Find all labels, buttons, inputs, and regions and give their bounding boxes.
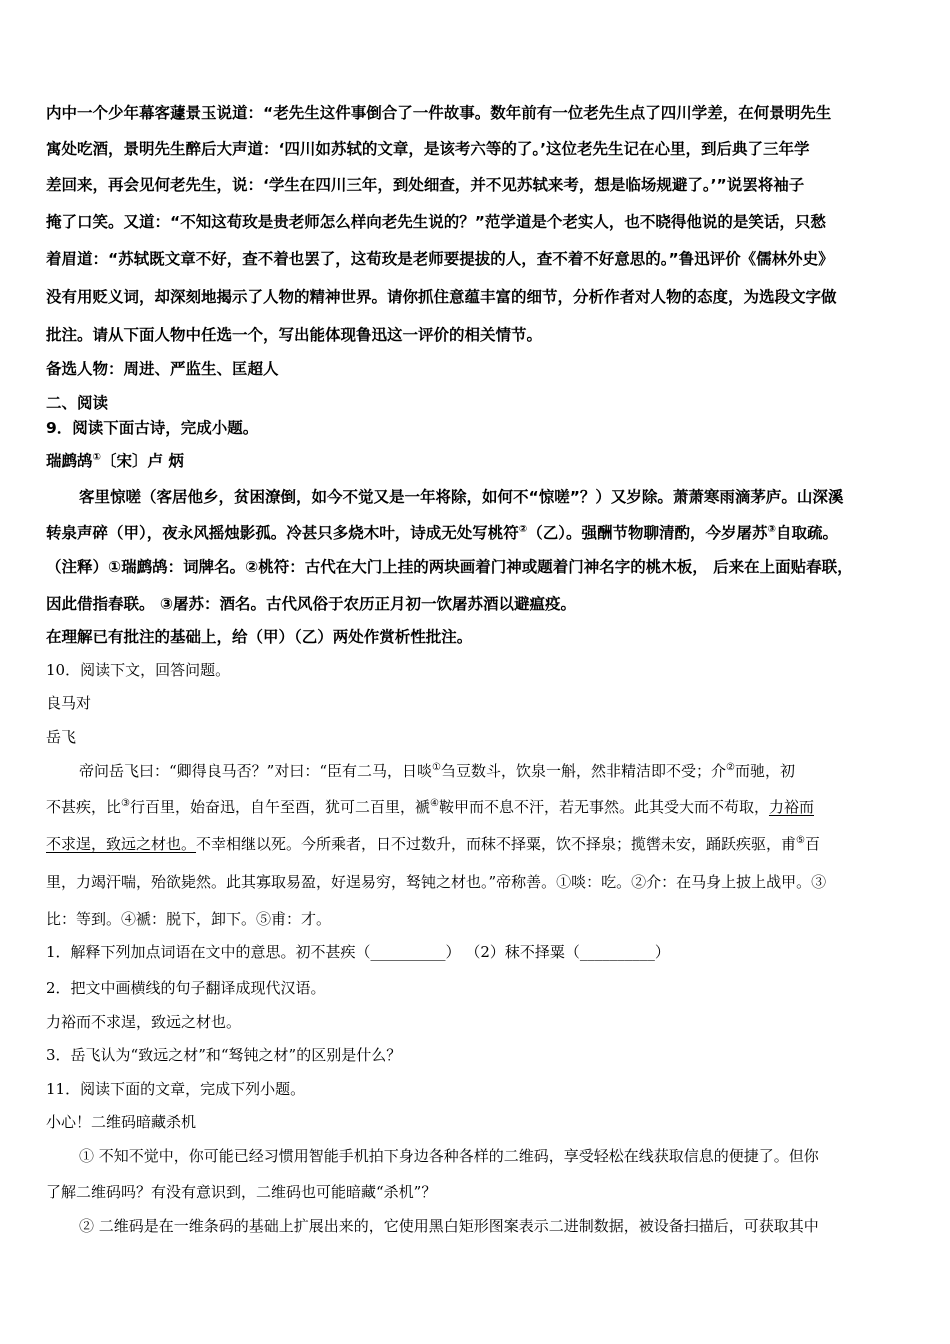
section-heading: 二、阅读 [46, 394, 109, 412]
poem-task: 在理解已有批注的基础上，给（甲）（乙）两处作赏析性批注。 [46, 628, 473, 646]
poem-line: 客里惊嗟（客居他乡，贫困潦倒，如今不觉又是一年将除，如何不“惊嗟”？）又岁除。萧萧寒雨滴茅庐。山深溪 [79, 488, 844, 506]
text-line: 着眉道：“苏轼既文章不好，查不着也罢了，这荀玫是老师要提拔的人，查不着不好意思的。”鲁迅评价《儒林外史》 [46, 250, 834, 268]
text-line: 备选人物：周进、严监生、匡超人 [46, 360, 279, 378]
passage-line: 帝问岳飞曰：“卿得良马否？”对曰：“臣有二马，日啖①刍豆数斗，饮泉一斛，然非精洁即不受；介②而驰，初 [79, 762, 795, 780]
poem-notes: 因此借指春联。 ③屠苏：酒名。古代风俗于农历正月初一饮屠苏酒以避瘟疫。 [46, 595, 577, 613]
question-11: 11．阅读下面的文章，完成下列小题。 [46, 1080, 306, 1098]
passage-author: 岳飞 [46, 728, 77, 746]
article-line: 了解二维码吗？有没有意识到，二维码也可能暗藏“杀机”？ [46, 1183, 437, 1201]
poem-notes: （注释）①瑞鹧鸪：词牌名。②桃符：古代在大门上挂的两块画着门神或题着门神名字的桃木板， 后来在上面贴春联， [46, 558, 853, 576]
passage-line: 不求逞，致远之材也。不幸相继以死。今所乘者，日不过数升，而秣不择粟，饮不择泉；揽辔未安，踊跃疾驱，甫⑤百 [46, 835, 821, 853]
passage-line: 不甚疾，比③行百里，始奋迅，自午至酉，犹可二百里，褫④鞍甲而不息不汗，若无事然。此其受大而不苟取，力裕而 [46, 798, 814, 816]
text-line: 内中一个少年幕客蘧景玉说道：“老先生这件事倒合了一件故事。数年前有一位老先生点了四川学差，在何景明先生 [46, 104, 832, 122]
article-line: ② 二维码是在一维条码的基础上扩展出来的，它使用黑白矩形图案表示二进制数据，被设备扫描后，可获取其中 [79, 1217, 819, 1235]
text-line: 掩了口笑。又道：“不知这荀玫是贵老师怎么样向老先生说的？”范学道是个老实人，也不晓得他说的是笑话，只愁 [46, 213, 826, 231]
passage-line: 里，力竭汗喘，殆欲毙然。此其寡取易盈，好逞易穷，驽钝之材也。”帝称善。①啖：吃。②介：在马身上披上战甲。③ [46, 873, 827, 891]
question-9: 9．阅读下面古诗，完成小题。 [46, 419, 259, 437]
passage-title: 良马对 [46, 694, 92, 712]
poem-title: 瑞鹧鸪①〔宋〕卢 炳 [46, 451, 184, 470]
article-title: 小心！二维码暗藏杀机 [46, 1113, 197, 1131]
question-10: 10．阅读下文，回答问题。 [46, 661, 231, 679]
question-10-3: 3．岳飞认为“致远之材”和“驽钝之材”的区别是什么？ [46, 1046, 402, 1064]
passage-notes: 比：等到。④褫：脱下，卸下。⑤甫：才。 [46, 910, 332, 928]
article-line: ① 不知不觉中，你可能已经习惯用智能手机拍下身边各种各样的二维码，享受轻松在线获取信息的便捷了。但你 [79, 1147, 819, 1165]
question-10-1: 1．解释下列加点词语在文中的意思。初不甚疾（__________） （2）秣不择粟（__________） [46, 943, 670, 961]
text-line: 寓处吃酒，景明先生醉后大声道：‘四川如苏轼的文章，是该考六等的了。’这位老先生记在心里，到后典了三年学 [46, 140, 810, 158]
question-10-2-sentence: 力裕而不求逞，致远之材也。 [46, 1013, 242, 1031]
text-line: 没有用贬义词，却深刻地揭示了人物的精神世界。请你抓住意蕴丰富的细节，分析作者对人物的态度，为选段文字做 [46, 288, 837, 306]
text-line: 批注。请从下面人物中任选一个，写出能体现鲁迅这一评价的相关情节。 [46, 326, 543, 344]
poem-line: 转泉声碎（甲），夜永风摇烛影孤。冷甚只多烧木叶，诗成无处写桃符②（乙）。强酬节物聊清酌，今岁屠苏③自取疏。 [46, 523, 838, 542]
text-line: 差回来，再会见何老先生，说：‘学生在四川三年，到处细查，并不见苏轼来考，想是临场规避了。’”说罢将袖子 [46, 176, 805, 194]
question-10-2: 2．把文中画横线的句子翻译成现代汉语。 [46, 979, 326, 997]
